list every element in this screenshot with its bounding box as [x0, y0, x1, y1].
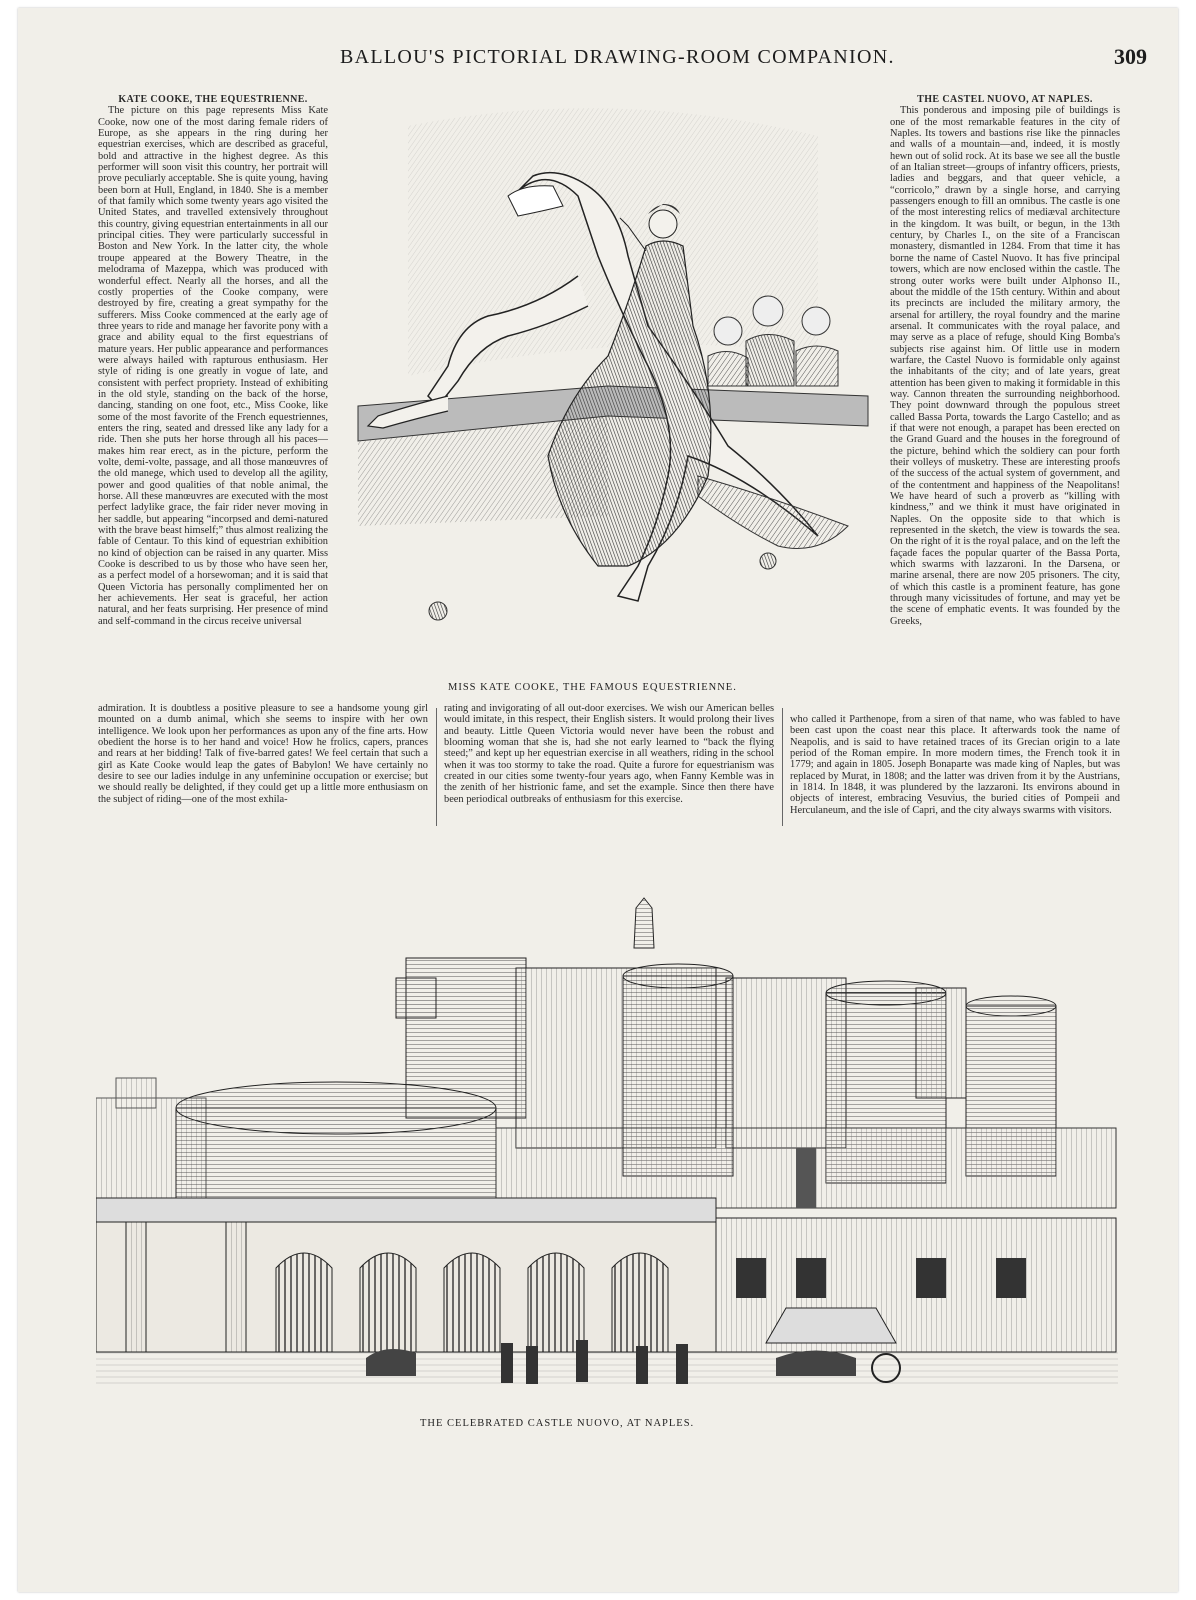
castle-caption: THE CELEBRATED CASTLE NUOVO, AT NAPLES. [420, 1418, 695, 1429]
castel-article-column [890, 94, 1120, 711]
newspaper-page [18, 8, 1178, 1592]
kate-article-heading: KATE COOKE, THE EQUESTRIENNE. [118, 94, 308, 105]
castel-continuation-text: who called it Parthenope, from a siren of that name, who was fabled to have been cast upon the coast near this place. It afterwards took the name of Neapolis, and is said to have retained traces of its Grecian origin to a late period of the Roman empire. In more modern times, the French took it in 1779; and again in 1805. Joseph Bonaparte was made king of Naples, but was replaced by Murat, in 1808; and the latter was driven from it by the Austrians, in 1814. In 1848, it was plundered by the lazzaroni. Its environs abound in objects of interest, embracing Vesuvius, the buried cities of Pompeii and Herculaneum, and the isle of Capri, and the city always swarms with visitors. [790, 714, 1120, 816]
castle-nuovo-engraving [96, 888, 1118, 1408]
kate-article-column [98, 94, 328, 700]
castel-article-continuation [790, 714, 1120, 827]
column-rule [436, 708, 437, 826]
guard-house-colonnade [96, 1198, 716, 1352]
masthead-title: BALLOU'S PICTORIAL DRAWING-ROOM COMPANION. [340, 46, 895, 68]
kate-conclusion-text: rating and invigorating of all out-door exercises. We wish our American belles would imitate, in this respect, their English sisters. It would prolong their lives and beauty. Little Queen Victoria would never have been the robust and blooming woman that she is, had she not early learned to “back the flying steed;” and kept up her equestrian exercise in all weathers, riding in the school when it was too stormy to take the road. Quite a furore for equestrianism was created in our cities some twenty-four years ago, when Fanny Kemble was in the zenith of her histrionic fame, and set the example. Since then there have been periodical outbreaks of enthusiasm for this exercise. [444, 703, 774, 805]
castel-article-heading: THE CASTEL NUOVO, AT NAPLES. [917, 94, 1093, 105]
castel-article-body: This ponderous and imposing pile of buildings is one of the most remarkable features in the city of Naples. Its towers and bastions rise like the pinnacles and walls of a mountain—and, indeed, it is mostly hewn out of solid rock. At its base we see all the bustle of an Italian street—groups of infantry officers, priests, ladies and beggars, and that queer vehicle, a “corricolo,” drawn by a single horse, and carrying passengers enough to fill an omnibus. The castle is one of the most interesting relics of mediæval architecture in the kingdom. It was built, or begun, in the 13th century, by Charles I., on the site of a Franciscan monastery, dismantled in 1284. From that time it has borne the name of Castel Nuovo. It has five principal towers, which are now enclosed within the castle. The strong outer works were built under Alphonso II., about the middle of the 15th century. Within and about its precincts are included the military armory, the arsenal for artillery, the royal foundry and the marine arsenal. It communicates with the royal palace, and may serve as a place of refuge, should King Bomba's subjects rise against him. Of little use in modern warfare, the Castel Nuovo is formidable only against the inhabitants of the city; and of late years, great attention has been given to making it formidable in this way. Cannon threaten the surrounding neighborhood. They point downward through the populous street called Bassa Porta, towards the Largo Castello; and as if that were not enough, a parapet has been erected on the Grand Guard and the houses in the foreground of the picture, behind which the soldiery can pour forth their volleys of musketry. These are interesting proofs of the success of the actual system of government, and of the contentment and happiness of the Neapolitans! We have heard of such a proverb as “killing with kindness,” and we think it must have originated in Naples. On the opposite side to that which is represented in the sketch, the view is towards the sea. On the right of it is the royal palace, and on the left the façade faces the popular quarter of the Bassa Porta, which swarms with lazzaroni. In the Darsena, or marine arsenal, there are now 205 prisoners. The city, of which this castle is a prominent feature, has gone through many vicissitudes of fortune, and may yet be the scene of emphatic events. It was founded by the Greeks, [890, 105, 1120, 627]
equestrienne-engraving [348, 96, 888, 671]
kate-continuation-text: admiration. It is doubtless a positive pleasure to see a handsome young girl mounted on a dumb animal, which she seems to inspire with her own intelligence. We look upon her performances as upon any of the fine arts. How obedient the horse is to her hand and voice! How he frolics, capers, prances and rears at her bidding! Talk of five-barred gates! We feel certain that such a girl as Kate Cooke would leap the gates of Babylon! We have certainly no desire to see our ladies indulge in any unfeminine occupation or exercise; but we should really be delighted, if they could get up a little more enthusiasm on the subject of riding—one of the most exhila- [98, 703, 428, 805]
lower-walls [496, 1128, 1116, 1208]
right-houses [716, 1218, 1116, 1352]
kate-article-conclusion [444, 703, 774, 827]
kate-article-body: The picture on this page represents Miss Kate Cooke, now one of the most daring female riders of Europe, as she appears in the ring during her equestrian exercises, which are described as graceful, bold and attractive in the highest degree. As this performer will soon visit this country, her portrait will prove peculiarly acceptable. She is quite young, having been born at Hull, England, in 1840. She is a member of that family which some twenty years ago visited the United States, and travelled extensively throughout this country, giving equestrian entertainments in all our principal cities. They were particularly successful in Boston and New York. In the latter city, the whole troupe appeared at the Bowery Theatre, in the melodrama of Mazeppa, which was produced with wonderful effect. Nearly all the horses, and all the costly properties of the Cooke company, were destroyed by fire, creating a great sympathy for the sufferers. Miss Cooke commenced at the early age of three years to ride and manage her favorite pony with a grace and ability equal to the first equestrians of mature years. Her public appearance and performances were always hailed with rapturous enthusiasm. Her style of riding is one greatly in vogue of late, and consistent with perfect propriety. Instead of exhibiting in the old style, standing on the back of the horse, dancing, standing on one foot, etc., Miss Cooke, like some of the most favorite of the French equestriennes, enters the ring, seated and dressed like any lady for a ride. Then she puts her horse through all his paces—makes him rear erect, as in the picture, perform the volte, demi-volte, passage, and all those manœuvres of the old manege, which used to develop all the agility, power and good qualities of that noble animal, the horse. All these manœuvres are executed with the most perfect ladylike grace, the fair rider never moving in her saddle, but appearing “incorpsed and demi-natured with the brave beast himself;” thus almost realizing the fable of Centaur. To this kind of equestrian exhibition no kind of objection can be raised in any quarter. Miss Cooke is described to us by those who have seen her, as a perfect model of a horsewoman; and it is said that Queen Victoria has personally complimented her on her achievements. Her seat is graceful, her action natural, and her feats surprising. Her presence of mind and self-command in the circus receive universal [98, 105, 328, 627]
column-rule [782, 708, 783, 826]
page-number: 309 [1114, 44, 1147, 69]
equestrienne-caption: MISS KATE COOKE, THE FAMOUS EQUESTRIENNE. [448, 682, 737, 693]
kate-article-continuation [98, 703, 428, 827]
